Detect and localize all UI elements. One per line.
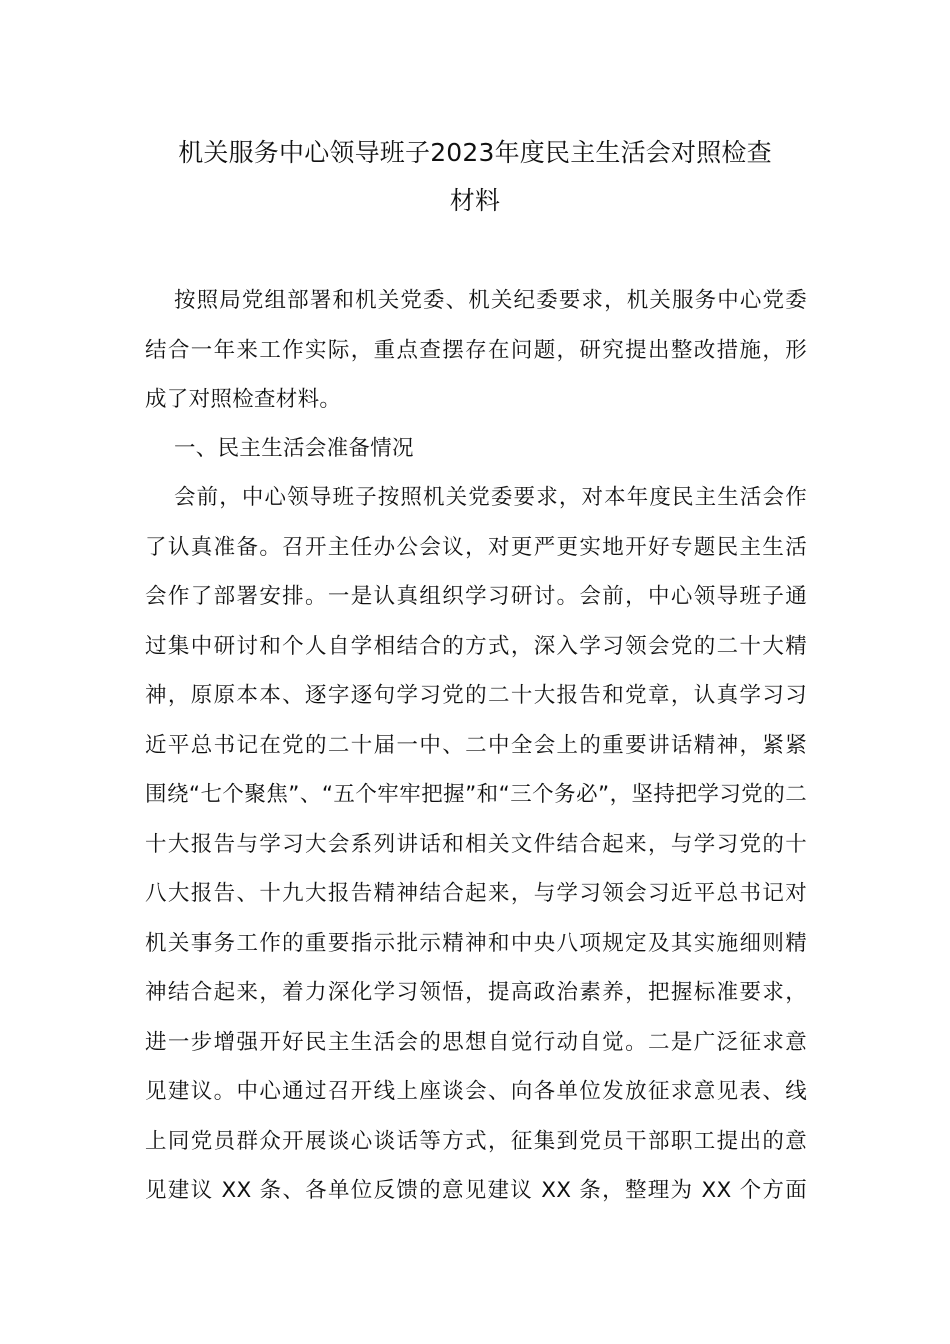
paragraph-2-line-12: 进一步增强开好民主生活会的思想自觉行动自觉。二是广泛征求意 (145, 1030, 807, 1055)
paragraph-2-line-14: 上同党员群众开展谈心谈话等方式，征集到党员干部职工提出的意 (145, 1129, 807, 1154)
paragraph-2-line-2: 了认真准备。召开主任办公会议，对更严更实地开好专题民主生活 (145, 535, 807, 560)
paragraph-1-line-2: 结合一年来工作实际，重点查摆存在问题，研究提出整改措施，形 (145, 338, 807, 363)
paragraph-2-line-11: 神结合起来，着力深化学习领悟，提高政治素养，把握标准要求， (145, 980, 807, 1005)
paragraph-1-line-3: 成了对照检查材料。 (145, 387, 342, 412)
paragraph-2-line-3: 会作了部署安排。一是认真组织学习研讨。会前，中心领导班子通 (145, 584, 807, 609)
paragraph-1-line-1: 按照局党组部署和机关党委、机关纪委要求，机关服务中心党委 (174, 288, 807, 313)
document-title-line-1: 机关服务中心领导班子2023年度民主生活会对照检查 (178, 138, 772, 167)
paragraph-2-line-8: 十大报告与学习大会系列讲话和相关文件结合起来，与学习党的十 (145, 832, 807, 857)
paragraph-2-line-4: 过集中研讨和个人自学相结合的方式，深入学习领会党的二十大精 (145, 634, 807, 659)
document-title-line-2: 材料 (449, 186, 501, 215)
paragraph-2-line-6: 近平总书记在党的二十届一中、二中全会上的重要讲话精神，紧紧 (145, 733, 807, 758)
paragraph-2-line-5: 神，原原本本、逐字逐句学习党的二十大报告和党章，认真学习习 (145, 683, 807, 708)
paragraph-2-line-15: 见建议 XX 条、各单位反馈的意见建议 XX 条，整理为 XX 个方面 (145, 1178, 807, 1203)
paragraph-2-line-9: 八大报告、十九大报告精神结合起来，与学习领会习近平总书记对 (145, 881, 807, 906)
paragraph-2-line-10: 机关事务工作的重要指示批示精神和中央八项规定及其实施细则精 (145, 931, 807, 956)
paragraph-2-line-7: 围绕“七个聚焦”、“五个牢牢把握”和“三个务必”，坚持把学习党的二 (145, 782, 807, 807)
paragraph-2-line-13: 见建议。中心通过召开线上座谈会、向各单位发放征求意见表、线 (145, 1079, 807, 1104)
section-heading-1: 一、民主生活会准备情况 (174, 436, 414, 461)
paragraph-2-line-1: 会前，中心领导班子按照机关党委要求，对本年度民主生活会作 (174, 485, 807, 510)
